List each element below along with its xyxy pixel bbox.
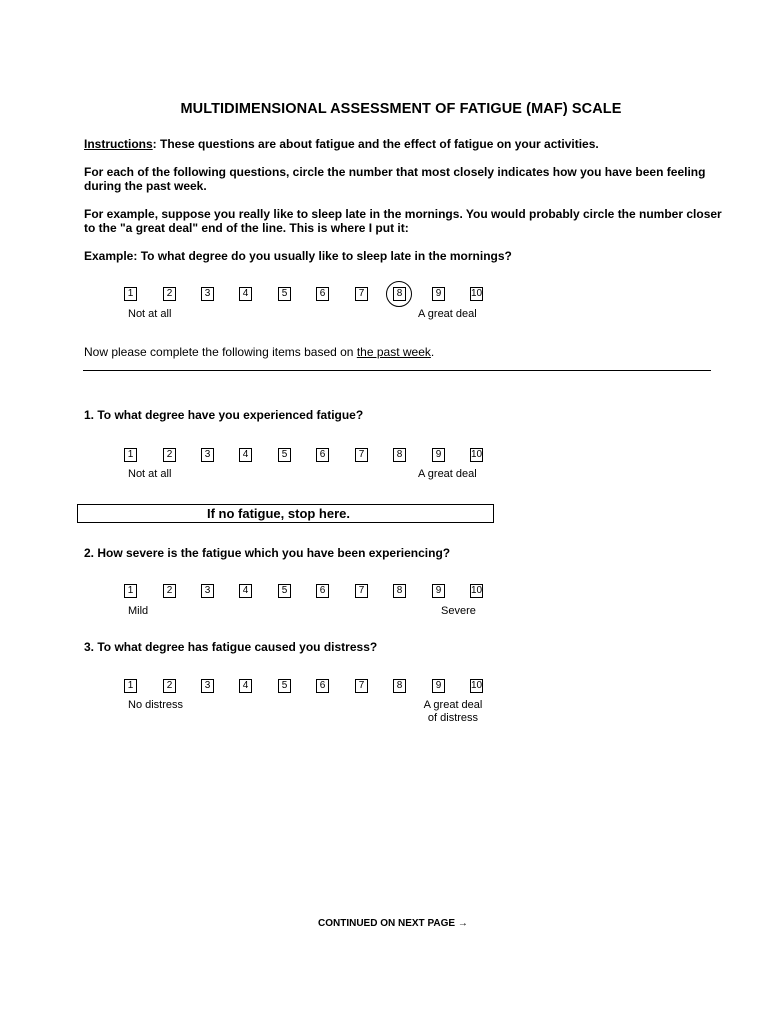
question-1-option-7[interactable]: 7 (355, 448, 368, 462)
question-1-option-5[interactable]: 5 (278, 448, 291, 462)
question-1-option-4[interactable]: 4 (239, 448, 252, 462)
complete-note (84, 345, 434, 359)
question-1-low-label: Not at all (128, 468, 172, 480)
question-3-option-10[interactable]: 10 (471, 680, 483, 691)
question-3-option-3[interactable]: 3 (201, 679, 214, 693)
complete-note-past-week: the past week (356, 345, 431, 359)
example-option-2[interactable]: 2 (163, 287, 176, 301)
instructions-paragraph (84, 137, 724, 151)
question-2-option-6[interactable]: 6 (316, 584, 329, 598)
question-1-option-9[interactable]: 9 (432, 448, 445, 462)
question-2-low-label: Mild (128, 605, 149, 617)
example-option-6[interactable]: 6 (316, 287, 329, 301)
question-3-option-2[interactable]: 2 (163, 679, 176, 693)
question-3-option-1[interactable]: 1 (124, 679, 137, 693)
instructions-label: Instructions (84, 137, 153, 151)
example-instructions: For example, suppose you really like to sleep late in the mornings. You would probably circle the number closer to the "a great deal" end of the line. This is where I put it: (84, 207, 722, 235)
question-3-option-5[interactable]: 5 (278, 679, 291, 693)
question-3: 3. To what degree has fatigue caused you distress? (84, 640, 378, 654)
question-2-option-5[interactable]: 5 (278, 584, 291, 598)
example-option-4[interactable]: 4 (239, 287, 252, 301)
question-2-scale (0, 584, 768, 624)
page-title: MULTIDIMENSIONAL ASSESSMENT OF FATIGUE (MAF) SCALE (180, 101, 622, 117)
continued-footer: CONTINUED ON NEXT PAGE → (318, 918, 468, 929)
question-1: 1. To what degree have you experienced fatigue? (84, 408, 364, 422)
example-option-7[interactable]: 7 (355, 287, 368, 301)
example-option-9[interactable]: 9 (432, 287, 445, 301)
example-low-label: Not at all (128, 308, 172, 320)
question-3-low-label: No distress (128, 699, 184, 711)
question-3-high-label: A great deal of distress (423, 699, 483, 724)
instructions-text: : These questions are about fatigue and the effect of fatigue on your activities. (152, 137, 599, 151)
question-2-high-label: Severe (441, 605, 476, 617)
question-3-scale (0, 679, 768, 735)
example-question: Example: To what degree do you usually like to sleep late in the mornings? (84, 249, 512, 263)
question-1-option-10[interactable]: 10 (471, 449, 483, 460)
stop-note: If no fatigue, stop here. (207, 506, 351, 521)
question-1-option-1[interactable]: 1 (124, 448, 137, 462)
question-3-option-8[interactable]: 8 (393, 679, 406, 693)
example-option-3[interactable]: 3 (201, 287, 214, 301)
complete-note-before: Now please complete the following items based on (84, 345, 357, 359)
question-3-option-9[interactable]: 9 (432, 679, 445, 693)
question-2-option-7[interactable]: 7 (355, 584, 368, 598)
circle-instructions: For each of the following questions, circle the number that most closely indicates how you have been feeling during the past week. (84, 165, 706, 193)
example-scale (0, 287, 768, 327)
question-3-option-6[interactable]: 6 (316, 679, 329, 693)
example-option-1[interactable]: 1 (124, 287, 137, 301)
question-2-option-1[interactable]: 1 (124, 584, 137, 598)
question-3-option-4[interactable]: 4 (239, 679, 252, 693)
example-option-5[interactable]: 5 (278, 287, 291, 301)
example-high-label: A great deal (418, 308, 477, 320)
question-2: 2. How severe is the fatigue which you have been experiencing? (84, 546, 451, 560)
question-1-high-label: A great deal (418, 468, 477, 480)
question-2-option-3[interactable]: 3 (201, 584, 214, 598)
question-1-option-3[interactable]: 3 (201, 448, 214, 462)
question-2-option-4[interactable]: 4 (239, 584, 252, 598)
question-1-option-6[interactable]: 6 (316, 448, 329, 462)
question-1-option-8[interactable]: 8 (393, 448, 406, 462)
example-option-8[interactable]: 8 (393, 287, 406, 301)
question-1-option-2[interactable]: 2 (163, 448, 176, 462)
question-3-option-7[interactable]: 7 (355, 679, 368, 693)
question-2-option-9[interactable]: 9 (432, 584, 445, 598)
divider-line (83, 370, 711, 371)
question-2-option-10[interactable]: 10 (471, 585, 483, 596)
question-2-option-8[interactable]: 8 (393, 584, 406, 598)
question-2-option-2[interactable]: 2 (163, 584, 176, 598)
question-1-scale (0, 448, 768, 488)
example-option-10[interactable]: 10 (471, 288, 483, 299)
complete-note-after: . (430, 345, 435, 359)
